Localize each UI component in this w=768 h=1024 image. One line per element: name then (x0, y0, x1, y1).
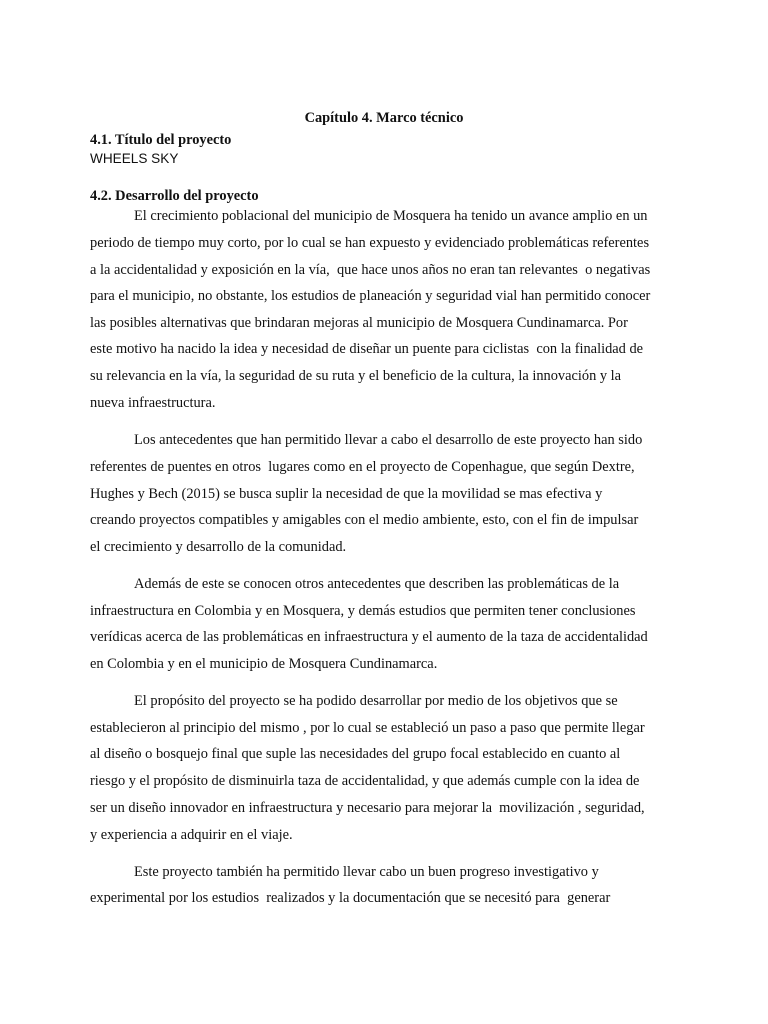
paragraph-1-line: El crecimiento poblacional del municipio de Mosquera ha tenido un avance amplio en un (134, 208, 648, 224)
section-1-heading: 4.1. Título del proyecto (90, 132, 232, 148)
paragraph-3-line: en Colombia y en el municipio de Mosquera Cundinamarca. (90, 656, 438, 672)
paragraph-1-line: su relevancia en la vía, la seguridad de su ruta y el beneficio de la cultura, la innovación y la (90, 368, 622, 384)
paragraph-2-line: creando proyectos compatibles y amigables con el medio ambiente, esto, con el fin de impulsar (90, 512, 639, 528)
paragraph-2-line: Los antecedentes que han permitido llevar a cabo el desarrollo de este proyecto han sido (134, 432, 643, 448)
paragraph-4-line: ser un diseño innovador en infraestructura y necesario para mejorar la movilización , seguridad, (90, 800, 645, 816)
chapter-title: Capítulo 4. Marco técnico (304, 110, 464, 126)
paragraph-2-line: Hughes y Bech (2015) se busca suplir la necesidad de que la movilidad se mas efectiva y (90, 486, 603, 502)
paragraph-4-line: El propósito del proyecto se ha podido desarrollar por medio de los objetivos que se (134, 693, 618, 709)
paragraph-4-line: establecieron al principio del mismo , por lo cual se estableció un paso a paso que permite llegar (90, 720, 645, 736)
paragraph-5-line: Este proyecto también ha permitido llevar cabo un buen progreso investigativo y (134, 864, 599, 880)
paragraph-3-line: infraestructura en Colombia y en Mosquera, y demás estudios que permiten tener conclusiones (90, 603, 636, 619)
paragraph-1-line: periodo de tiempo muy corto, por lo cual se han expuesto y evidenciado problemáticas referentes (90, 235, 650, 251)
project-name: WHEELS SKY (90, 151, 179, 166)
paragraph-4-line: riesgo y el propósito de disminuirla taza de accidentalidad, y que además cumple con la idea de (90, 773, 640, 789)
section-2-heading: 4.2. Desarrollo del proyecto (90, 188, 259, 204)
paragraph-4-line: al diseño o bosquejo final que suple las necesidades del grupo focal establecido en cuanto al (90, 746, 621, 762)
paragraph-1-line: este motivo ha nacido la idea y necesidad de diseñar un puente para ciclistas con la finalidad de (90, 341, 644, 357)
paragraph-1-line: para el municipio, no obstante, los estudios de planeación y seguridad vial han permitido conocer (90, 288, 651, 304)
paragraph-2-line: el crecimiento y desarrollo de la comunidad. (90, 539, 347, 555)
paragraph-3-line: Además de este se conocen otros antecedentes que describen las problemáticas de la (134, 576, 620, 592)
paragraph-5-line: experimental por los estudios realizados y la documentación que se necesitó para generar (90, 890, 611, 906)
paragraph-1-line: a la accidentalidad y exposición en la vía, que hace unos años no eran tan relevantes o negativas (90, 262, 651, 278)
paragraph-3-line: verídicas acerca de las problemáticas en infraestructura y el aumento de la taza de accidentalidad (90, 629, 648, 645)
paragraph-2-line: referentes de puentes en otros lugares como en el proyecto de Copenhague, que según Dextre, (90, 459, 635, 475)
paragraph-4-line: y experiencia a adquirir en el viaje. (90, 827, 293, 843)
paragraph-1-line: nueva infraestructura. (90, 395, 216, 411)
paragraph-1-line: las posibles alternativas que brindaran mejoras al municipio de Mosquera Cundinamarca. Por (90, 315, 628, 331)
